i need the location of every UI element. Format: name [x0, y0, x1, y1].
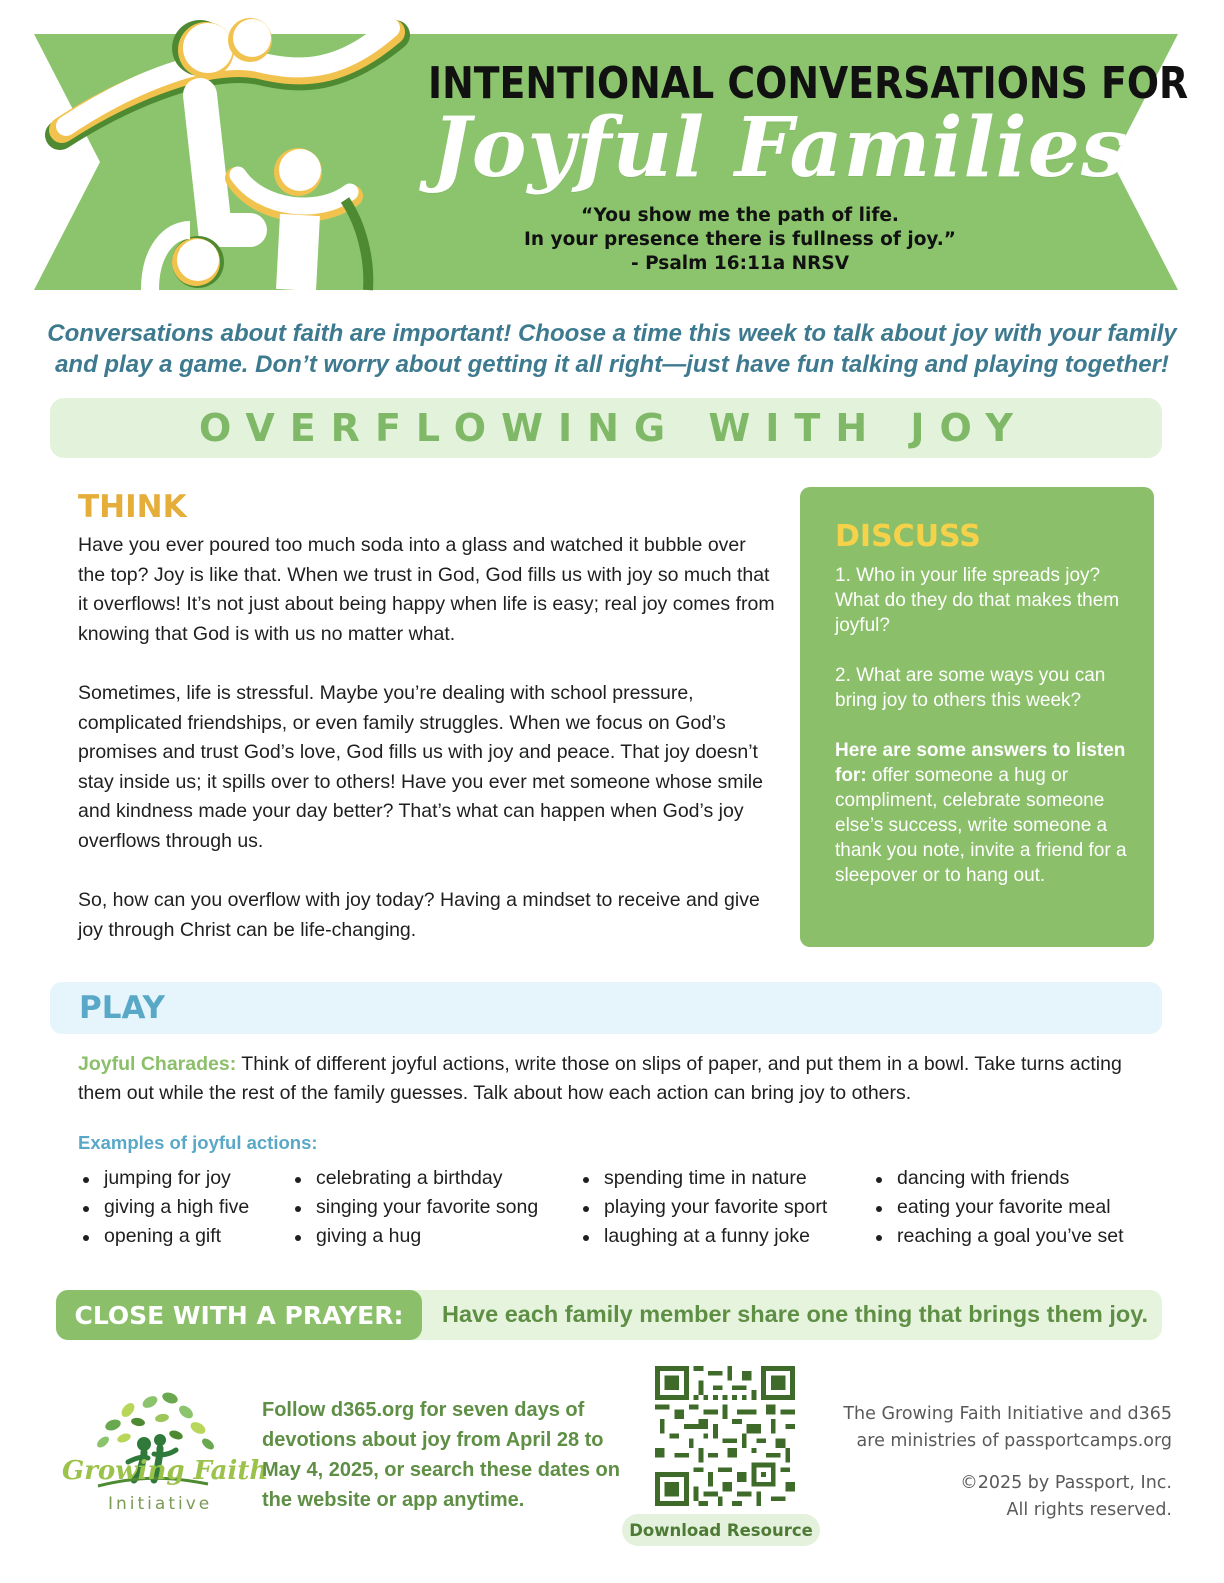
list-item: spending time in nature: [578, 1164, 827, 1193]
download-resource-label: Download Resource: [629, 1520, 813, 1540]
answers-lead: Here are some answers to listen for:: [835, 740, 1126, 786]
theme-title: OVERFLOWING WITH JOY: [199, 406, 1028, 450]
credits: [820, 1401, 1172, 1455]
intro-text: [40, 318, 1184, 380]
game-name: Joyful Charades:: [78, 1053, 237, 1075]
discuss-question-1: 1. Who in your life spreads joy? What do they do that makes them joyful?: [835, 565, 1120, 636]
download-resource-button[interactable]: [622, 1514, 820, 1546]
prayer-label-text: CLOSE WITH A PRAYER:: [74, 1300, 404, 1330]
qr-code-icon[interactable]: [655, 1366, 795, 1506]
list-item: singing your favorite song: [290, 1193, 538, 1222]
discuss-body: [835, 563, 1135, 913]
prayer-text: Have each family member share one thing that brings them joy.: [442, 1301, 1149, 1327]
list-item: dancing with friends: [871, 1164, 1124, 1193]
list-item: giving a hug: [290, 1222, 538, 1251]
answers-text: offer someone a hug or compliment, celebrate someone else’s success, write someone a thank you note, invite a friend for a sleepover or to hang out.: [835, 765, 1127, 886]
copyright-line-2: All rights reserved.: [1006, 1500, 1172, 1520]
think-heading: THINK: [78, 489, 187, 525]
list-item: playing your favorite sport: [578, 1193, 827, 1222]
discuss-answers: [835, 738, 1135, 888]
examples-column-1: [78, 1164, 249, 1250]
credits-line-2: are ministries of passportcamps.org: [856, 1431, 1172, 1451]
verse-reference: - Psalm 16:11a NRSV: [630, 253, 850, 274]
copyright: [820, 1470, 1172, 1524]
banner-verse: [480, 204, 1000, 276]
intro-line-1: Conversations about faith are important! Choose a time this week to talk about joy with your family: [47, 320, 1177, 347]
intro-line-2: and play a game. Don’t worry about getting it all right—just have fun talking and playing together!: [55, 351, 1169, 378]
think-body: [78, 531, 778, 975]
think-paragraph: Sometimes, life is stressful. Maybe you’re dealing with school pressure, complicated friendships, or even family struggles. When we focus on God’s promises and trust God’s love, God fills us with joy and peace. That joy doesn’t stay inside us; it spills over to others! Have you ever met someone whose smile and kindness made your day better? That’s what can happen when God’s joy overflows through us.: [78, 681, 763, 852]
logo-text-growing-faith: Growing Faith: [62, 1456, 269, 1486]
list-item: giving a high five: [78, 1193, 249, 1222]
examples-column-2: [290, 1164, 538, 1250]
credits-line-1: The Growing Faith Initiative and d365: [843, 1404, 1172, 1424]
theme-bar: [50, 398, 1162, 458]
header-banner: [0, 0, 1224, 300]
banner-script-title: Joyful Families: [432, 100, 1129, 196]
play-instructions: [78, 1050, 1158, 1107]
examples-heading: Examples of joyful actions:: [78, 1132, 318, 1153]
verse-line-2: In your presence there is fullness of joy.”: [524, 229, 956, 250]
copyright-line-1: ©2025 by Passport, Inc.: [960, 1473, 1172, 1493]
examples-column-4: [871, 1164, 1124, 1250]
list-item: laughing at a funny joke: [578, 1222, 827, 1251]
banner-title: INTENTIONAL CONVERSATIONS FOR: [428, 58, 1189, 109]
list-item: eating your favorite meal: [871, 1193, 1124, 1222]
prayer-label: [56, 1290, 422, 1340]
discuss-question-2: 2. What are some ways you can bring joy to others this week?: [835, 665, 1106, 711]
discuss-heading: DISCUSS: [835, 519, 981, 554]
follow-text: Follow d365.org for seven days of devotions about joy from April 28 to May 4, 2025, or search these dates on the website or app anytime.: [262, 1399, 620, 1511]
think-paragraph: So, how can you overflow with joy today? Having a mindset to receive and give joy through Christ can be life-changing.: [78, 889, 760, 941]
list-item: jumping for joy: [78, 1164, 249, 1193]
list-item: reaching a goal you’ve set: [871, 1222, 1124, 1251]
play-bar: [50, 982, 1162, 1034]
logo-text-initiative: Initiative: [108, 1494, 213, 1514]
discuss-panel: [800, 487, 1154, 947]
list-item: celebrating a birthday: [290, 1164, 538, 1193]
list-item: opening a gift: [78, 1222, 249, 1251]
play-heading: PLAY: [79, 990, 165, 1026]
verse-line-1: “You show me the path of life.: [581, 205, 899, 226]
examples-column-3: [578, 1164, 827, 1250]
game-text: Think of different joyful actions, write those on slips of paper, and put them in a bowl. Take turns acting them out while the rest of the family guesses. Talk about how each action can bring joy to others.: [78, 1053, 1122, 1104]
think-paragraph: Have you ever poured too much soda into a glass and watched it bubble over the top? Joy is like that. When we trust in God, God fills us with joy so much that it overflows! It’s not just about being happy when life is easy; real joy comes from knowing that God is with us no matter what.: [78, 534, 775, 645]
